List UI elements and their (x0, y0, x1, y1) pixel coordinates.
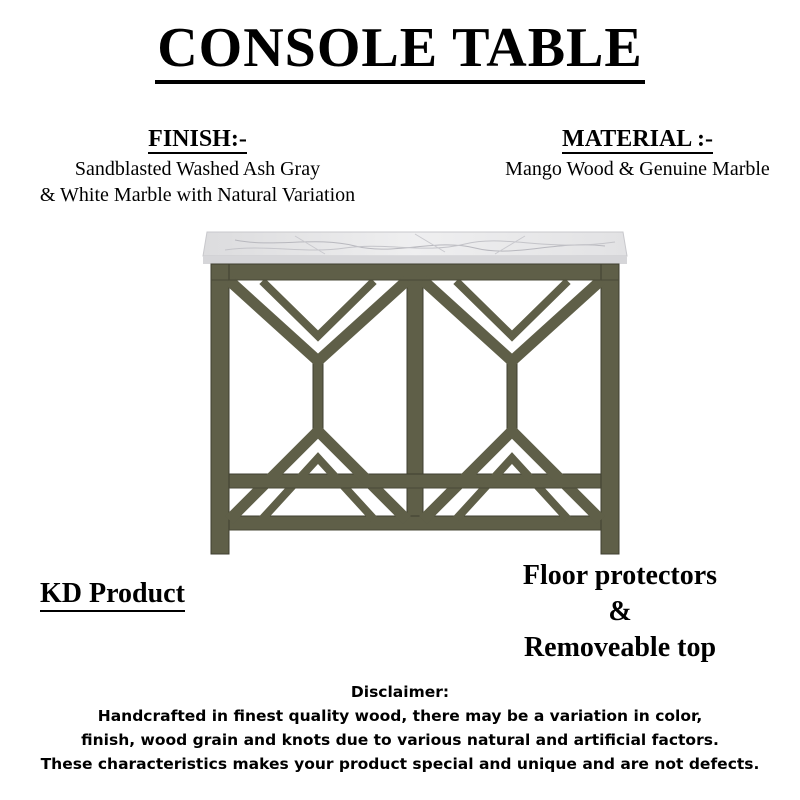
disclaimer-line-2: finish, wood grain and knots due to various natural and artificial factors. (81, 731, 719, 749)
page-title: CONSOLE TABLE (155, 18, 645, 84)
feature-removeable-top: Removeable top (523, 632, 717, 663)
disclaimer-heading: Disclaimer: (350, 683, 450, 701)
features-block (470, 558, 770, 666)
finish-line-2: & White Marble with Natural Variation (39, 184, 356, 206)
marble-top (203, 232, 627, 264)
finish-heading: FINISH:- (148, 126, 247, 152)
disclaimer-block (0, 680, 800, 776)
kd-product-label: KD Product (40, 578, 185, 612)
finish-section (0, 126, 395, 208)
material-section (470, 126, 800, 182)
page-title-wrap (0, 18, 800, 84)
disclaimer-line-3: These characteristics makes your product special and unique and are not defects. (40, 755, 760, 773)
console-table-image (195, 226, 635, 556)
feature-ampersand: & (608, 596, 632, 627)
finish-line-1: Sandblasted Washed Ash Gray (74, 158, 321, 180)
disclaimer-line-1: Handcrafted in finest quality wood, there may be a variation in color, (97, 707, 703, 725)
feature-floor-protectors: Floor protectors (522, 560, 718, 591)
material-heading: MATERIAL :- (562, 126, 713, 152)
material-line-1: Mango Wood & Genuine Marble (505, 158, 770, 180)
